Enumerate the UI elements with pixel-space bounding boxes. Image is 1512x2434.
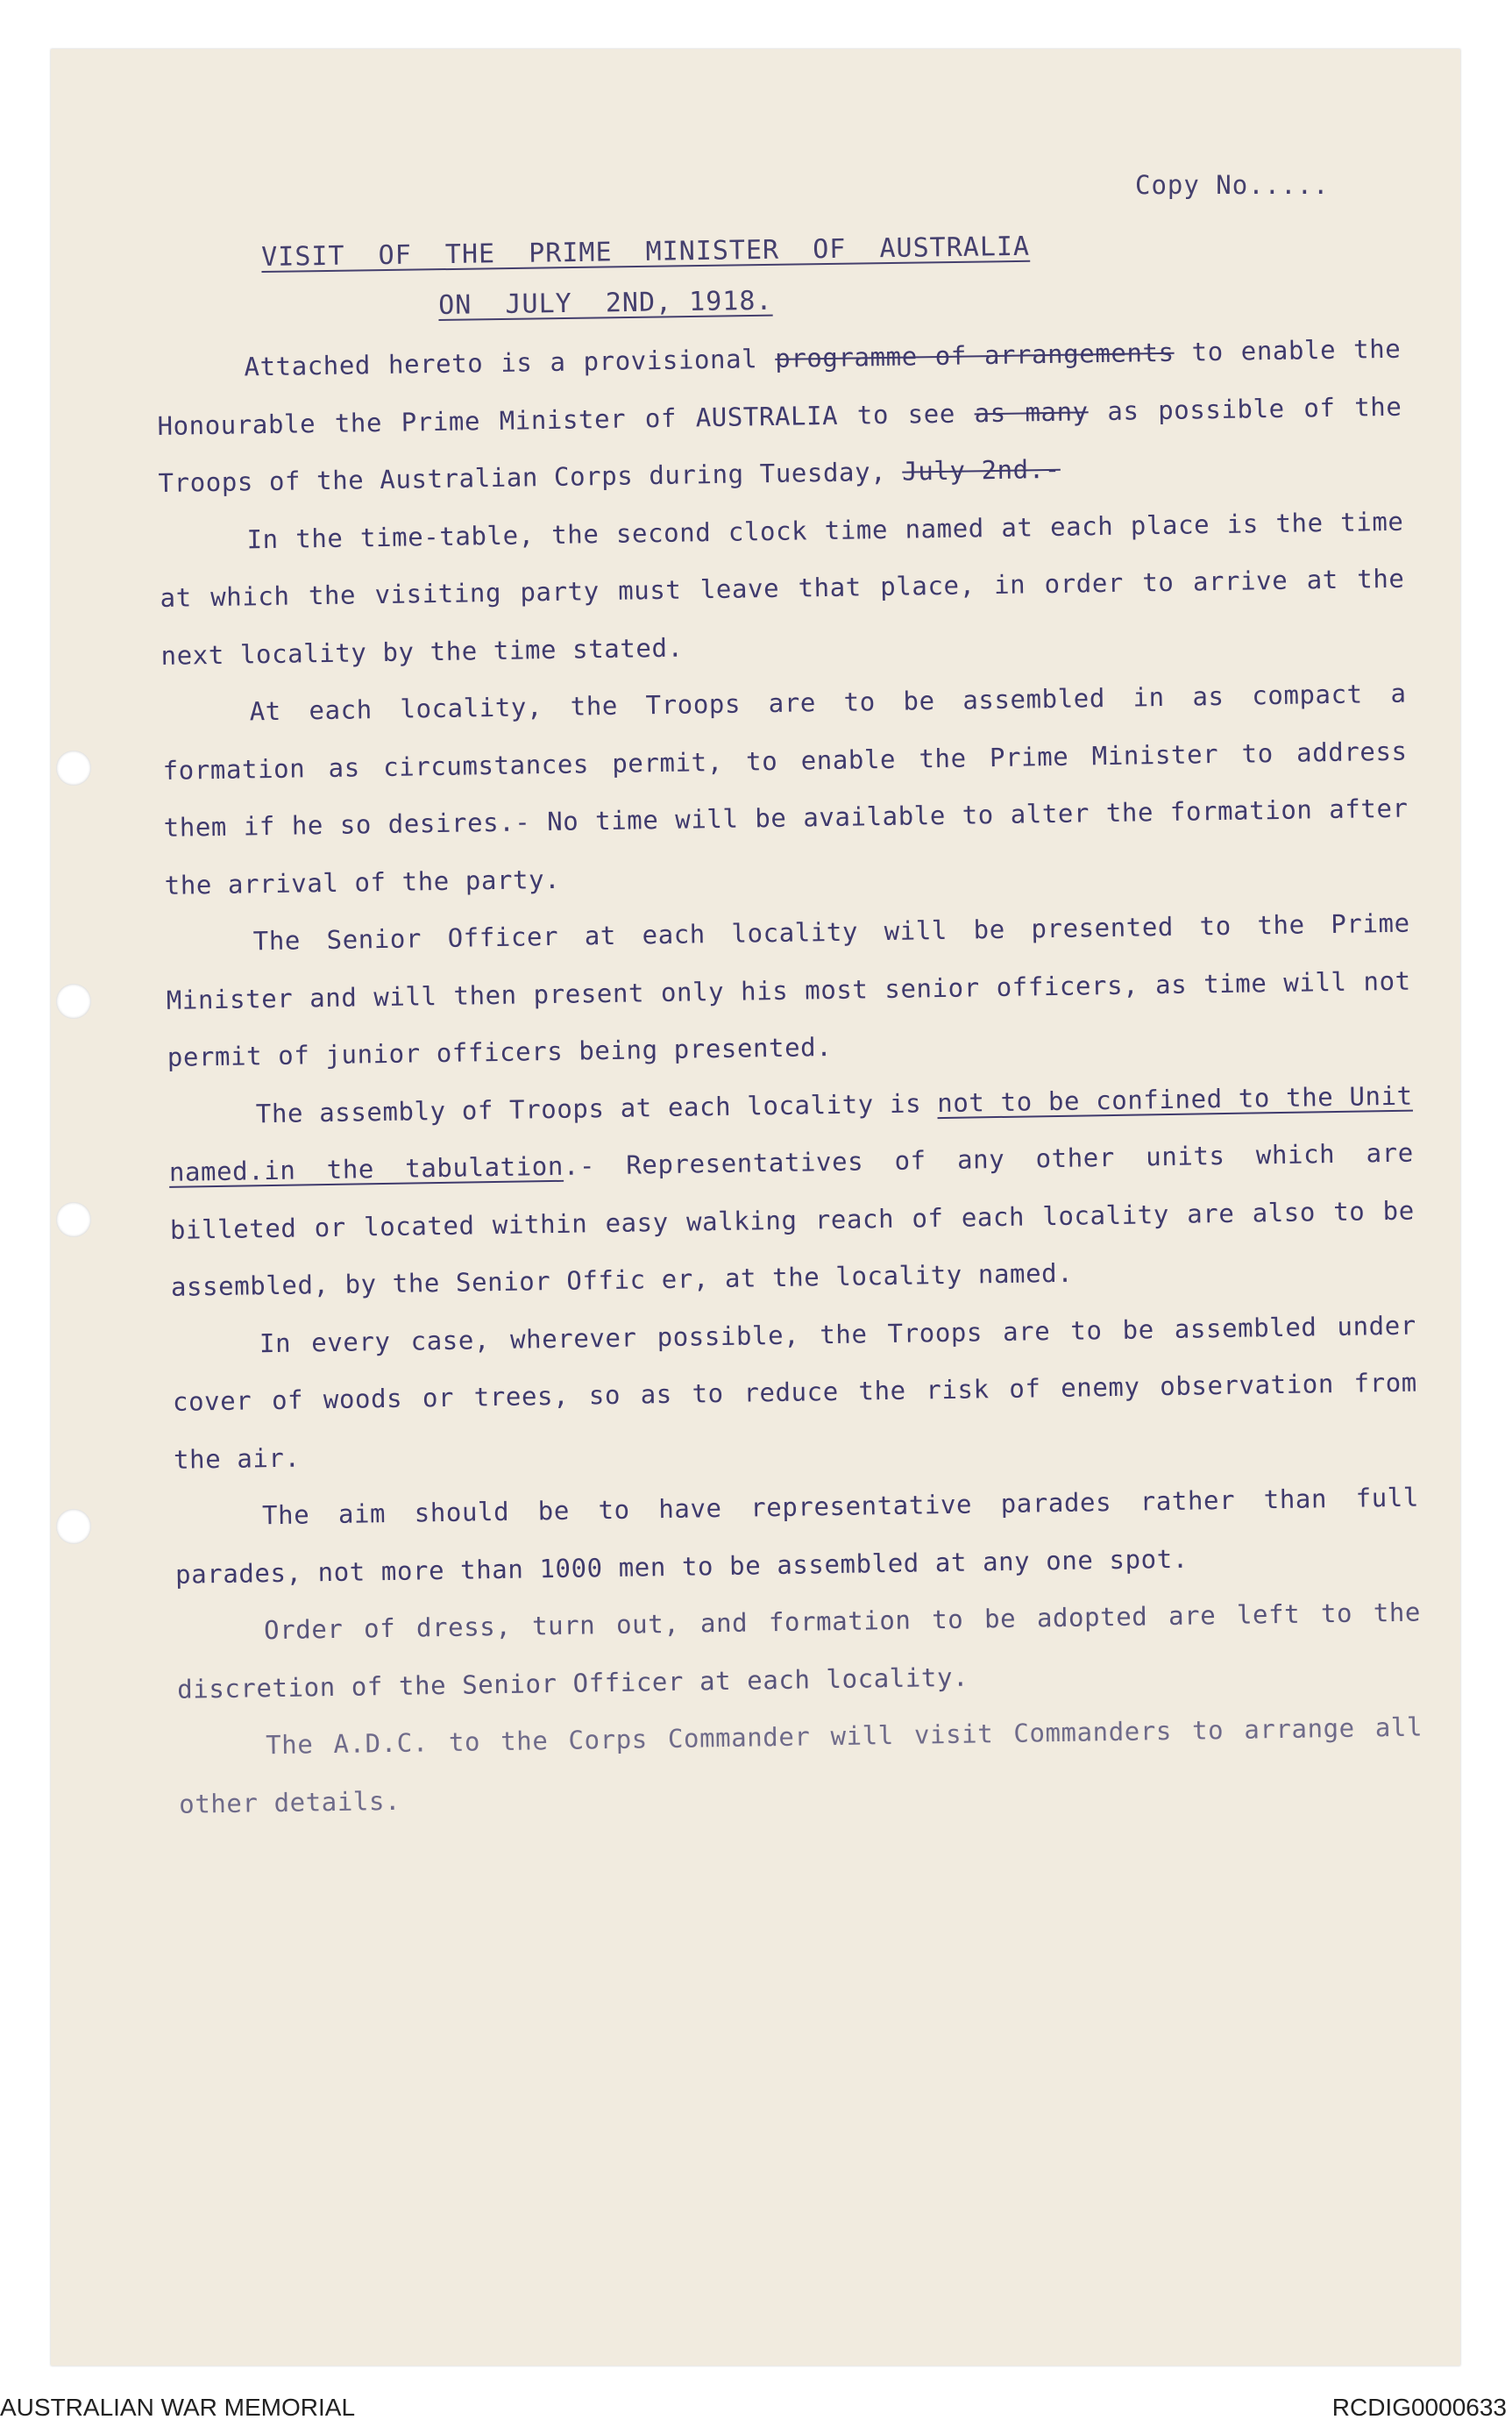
document-body: [156, 321, 1424, 1833]
paragraph: [159, 493, 1406, 685]
copy-number: Copy No.....: [1135, 170, 1330, 200]
text-segment: Attached hereto is a provisional: [244, 343, 776, 382]
text-segment: In the time-table, the second clock time named at each place is the time at which the visiting party must leave that place, in order to arrive at the next locality by the time stated.: [160, 506, 1405, 671]
struck-text: as many: [974, 395, 1089, 428]
text-segment: The A.D.C. to the Corps Commander will visit Commanders to arrange all other details.: [178, 1712, 1423, 1819]
paragraph: [174, 1470, 1421, 1604]
paragraph: [165, 895, 1412, 1087]
text-segment: In every case, wherever possible, the Troops are to be assembled under cover of woods or trees, so as to reduce the risk of enemy observation from the air.: [172, 1310, 1418, 1475]
paragraph: [171, 1297, 1418, 1489]
punch-hole: [56, 751, 91, 786]
punch-hole: [56, 1202, 91, 1237]
paragraph: [161, 665, 1409, 915]
text-segment: The aim should be to have representative parades rather than full parades, not more than 1000 men to be assembled at any one spot.: [174, 1482, 1420, 1590]
struck-text: programme of arrangements: [774, 337, 1175, 374]
text-segment: Order of dress, turn out, and formation to be adopted are left to the discretion of the Senior Officer at each locality.: [176, 1597, 1422, 1705]
text-segment: The Senior Officer at each locality will be presented to the Prime Minister and will then present only his most senior officers, as time will not permit of junior officers being presented.: [166, 907, 1411, 1072]
document-title-line-1: VISIT OF THE PRIME MINISTER OF AUSTRALIA: [261, 231, 1031, 273]
underlined-text: not to be confined to the Unit named.in the tabulation: [168, 1080, 1413, 1187]
punch-hole: [56, 984, 91, 1019]
document-page: [51, 49, 1460, 2366]
paragraph: [178, 1699, 1424, 1833]
text-segment: .- Representatives of any other units which are billeted or located within easy walking reach of each locality are also to be assembled, by the Senior Offic er, at the locality named.: [169, 1137, 1416, 1302]
paragraph: [167, 1067, 1416, 1316]
text-segment: At each locality, the Troops are to be assembled in as compact a formation as circumstances permit, to enable the Prime Minister to address them if he so desires.- No time will be available to alter the formation after the arrival of the party.: [162, 678, 1409, 900]
archive-credit: AUSTRALIAN WAR MEMORIAL: [0, 2394, 356, 2421]
archive-reference-id: RCDIG0000633: [1331, 2394, 1507, 2421]
paragraph: [156, 321, 1403, 513]
text-segment: as possible of the Troops of the Australian Corps during Tuesday,: [158, 391, 1402, 498]
punch-hole: [56, 1509, 91, 1544]
text-segment: The assembly of Troops at each locality is: [255, 1087, 938, 1128]
struck-text: July 2nd.-: [901, 453, 1061, 487]
text-segment: to enable the Honourable the Prime Minister of AUSTRALIA to see: [157, 333, 1402, 441]
document-title-line-2: ON JULY 2ND, 1918.: [438, 285, 773, 321]
paragraph: [176, 1584, 1423, 1719]
